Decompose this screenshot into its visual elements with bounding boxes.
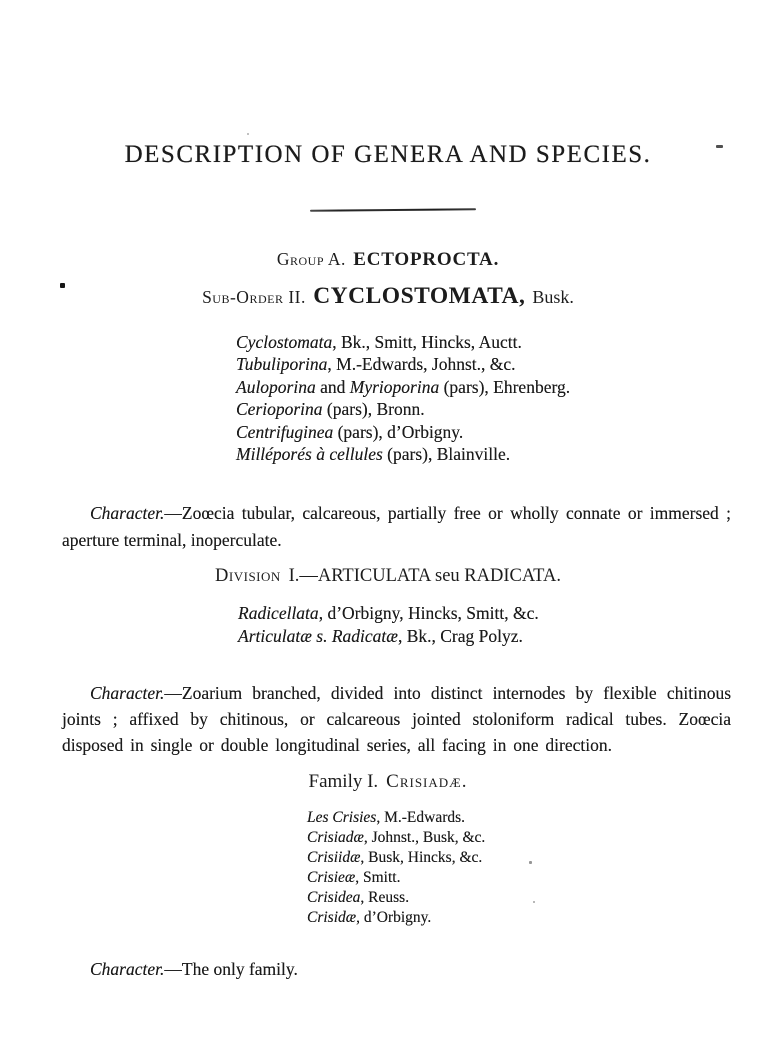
crisiadae-synonym-list [307, 808, 485, 928]
synonym-line: Articulatæ s. Radicatæ, Bk., Crag Polyz. [238, 626, 523, 646]
scan-artifact-dot [716, 145, 723, 148]
suborder-heading-prefix: Sub-Order II. [202, 287, 306, 307]
synonym-line: Crisiadæ, Johnst., Busk, &c. [307, 829, 486, 846]
family-heading-prefix: Family I. [308, 771, 379, 792]
group-heading-prefix: Group A. [276, 249, 346, 269]
character-text: —The only family. [164, 958, 298, 979]
character-paragraph-family [62, 956, 731, 982]
synonym-line: Radicellata, d’Orbigny, Hincks, Smitt, &c. [238, 603, 539, 623]
cyclostomata-synonym-list [236, 331, 570, 465]
scan-artifact-dot [533, 901, 535, 903]
page-title: DESCRIPTION OF GENERA AND SPECIES. [124, 141, 652, 168]
synonym-line: Centrifuginea (pars), d’Orbigny. [236, 421, 464, 442]
family-heading-name: Crisiadæ. [386, 771, 468, 792]
synonym-line: Auloporina and Myrioporina (pars), Ehrenberg. [236, 376, 571, 397]
character-text: —Zoœcia tubular, calcareous, partially free or wholly connate or immersed ; aperture terminal, inoperculate. [62, 502, 731, 550]
character-paragraph-cyclostomata [62, 500, 731, 554]
character-label: Character. [90, 502, 165, 523]
articulata-synonym-list [238, 602, 539, 648]
synonym-line: Les Crisies, M.-Edwards. [307, 809, 466, 826]
scan-artifact-dot [60, 283, 65, 288]
scan-artifact-dot [247, 133, 249, 135]
scan-artifact-dot [529, 861, 532, 864]
synonym-line: Crisieæ, Smitt. [307, 869, 401, 886]
synonym-line: Crisidea, Reuss. [307, 889, 410, 906]
division-heading [0, 566, 776, 587]
division-heading-rest: I.—ARTICULATA seu RADICATA. [288, 566, 561, 586]
synonym-line: Cerioporina (pars), Bronn. [236, 399, 425, 420]
title-divider-rule [310, 208, 476, 212]
synonym-line: Cyclostomata, Bk., Smitt, Hincks, Auctt. [236, 332, 522, 352]
synonym-line: Crisidæ, d’Orbigny. [307, 909, 432, 926]
character-label: Character. [90, 958, 165, 979]
group-heading-name: ECTOPROCTA. [353, 249, 500, 270]
family-heading [0, 771, 776, 793]
character-label: Character. [90, 682, 165, 703]
suborder-heading [0, 283, 776, 310]
suborder-heading-name: CYCLOSTOMATA, [313, 283, 526, 309]
group-heading [0, 249, 776, 271]
synonym-line: Crisiidæ, Busk, Hincks, &c. [307, 849, 483, 866]
synonym-line: Tubuliporina, M.-Edwards, Johnst., &c. [236, 354, 516, 375]
character-paragraph-articulata [62, 680, 731, 758]
synonym-line: Milléporés à cellules (pars), Blainville. [236, 444, 511, 465]
suborder-heading-author: Busk. [532, 287, 574, 307]
character-text: —Zoarium branched, divided into distinct internodes by flexible chitinous joints ; affixed by chitinous, or calcareous jointed stoloniform radical tubes. Zoœcia disposed in single or double longitudinal series, all facing in one direction. [62, 682, 731, 755]
division-heading-prefix: Division [215, 566, 281, 586]
